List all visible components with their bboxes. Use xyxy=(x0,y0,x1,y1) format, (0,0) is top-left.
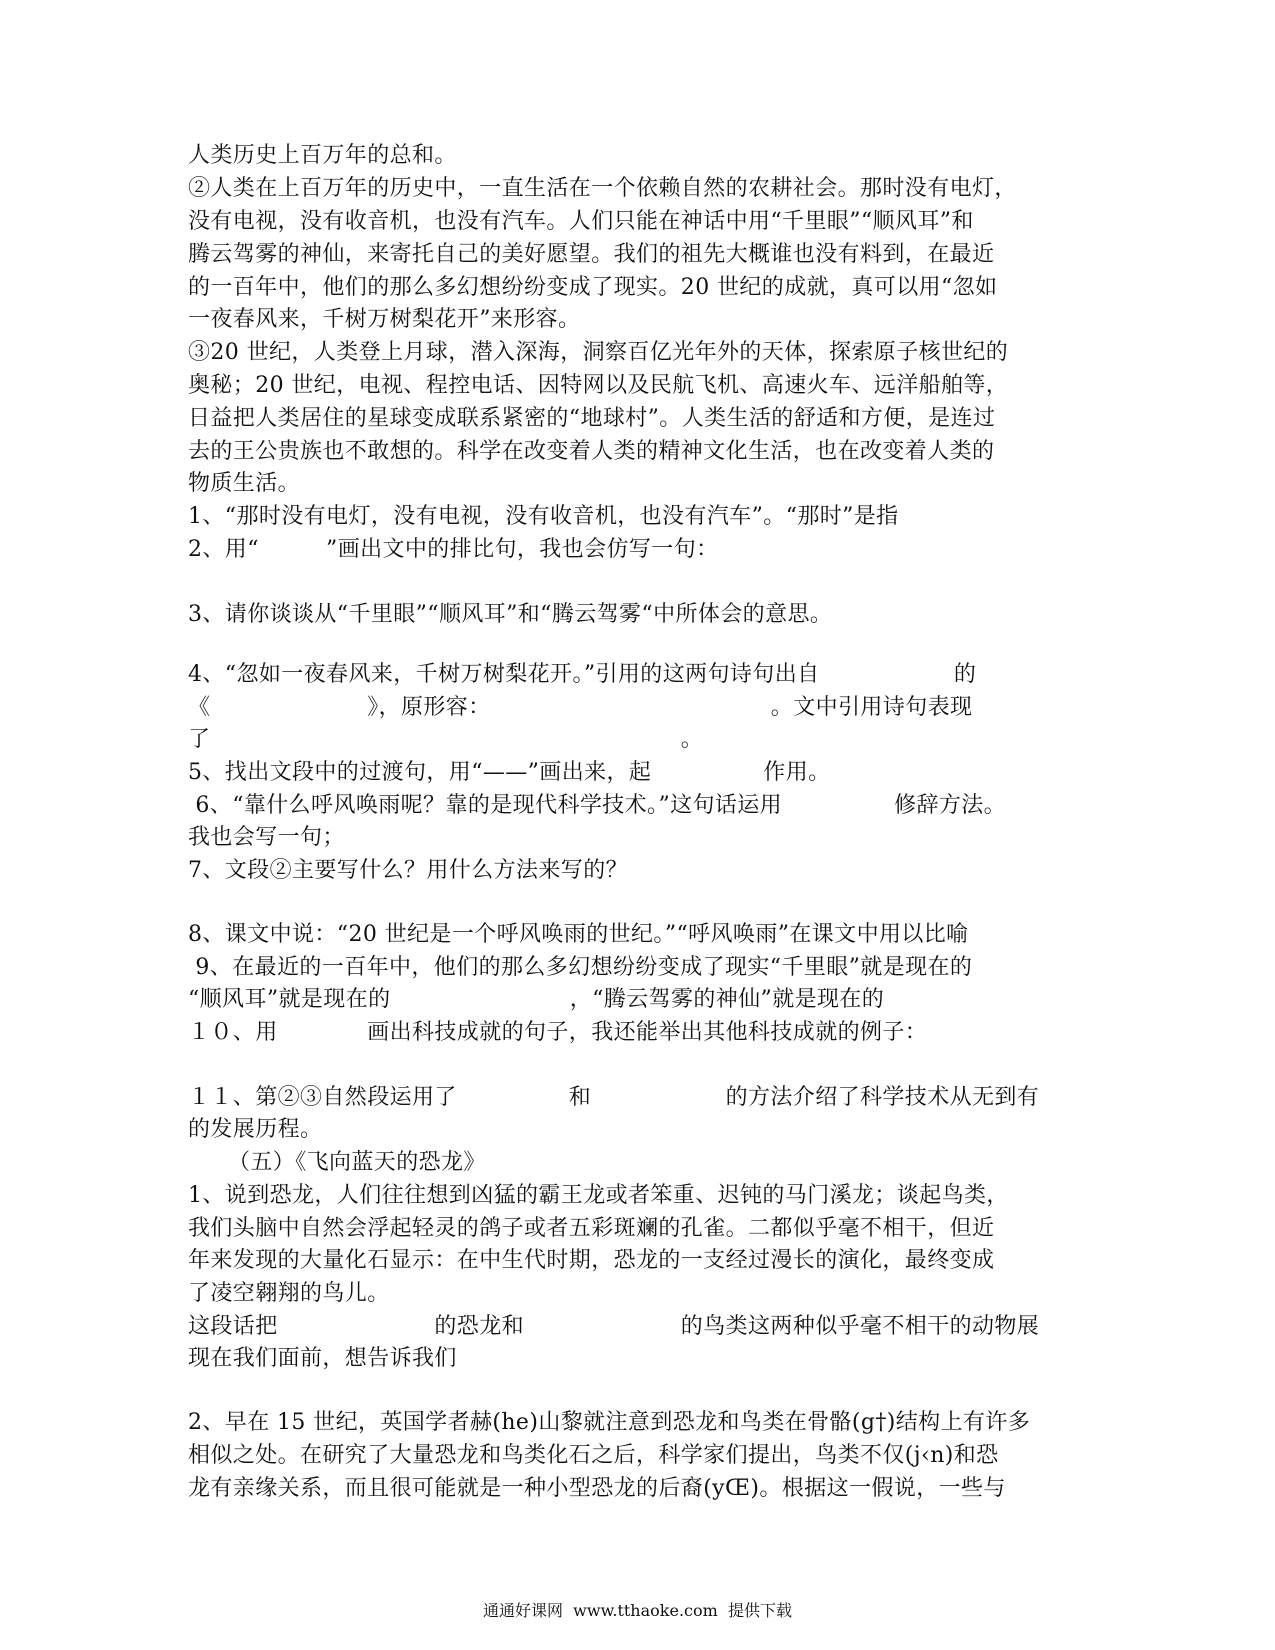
text-line: 我们头脑中自然会浮起轻灵的鸽子或者五彩斑斓的孔雀。二都似乎毫不相干，但近 xyxy=(188,1216,995,1241)
page-footer: 通通好课网 www.tthaoke.com 提供下载 xyxy=(483,1601,792,1620)
question-1: 1、“那时没有电灯，没有电视，没有收音机，也没有汽车”。“那时”是指 xyxy=(188,504,899,529)
text-line: 腾云驾雾的神仙，来寄托自己的美好愿望。我们的祖先大概谁也没有料到，在最近 xyxy=(188,242,995,267)
question-8: 8、课文中说：“20 世纪是一个呼风唤雨的世纪。”“呼风唤雨”在课文中用以比喻 xyxy=(188,922,969,947)
text-line: 一夜春风来，千树万树梨花开”来形容。 xyxy=(188,307,581,332)
question-7: 7、文段②主要写什么？用什么方法来写的？ xyxy=(188,858,628,883)
text-line: 日益把人类居住的星球变成联系紧密的“地球村”。人类生活的舒适和方便，是连过 xyxy=(188,406,996,431)
text-line: 去的王公贵族也不敢想的。科学在改变着人类的精神文化生活，也在改变着人类的 xyxy=(188,439,995,464)
question-9: 9、在最近的一百年中，他们的那么多幻想纷纷变成了现实“千里眼”就是现在的 xyxy=(188,955,973,980)
question-5: 5、找出文段中的过渡句，用“——”画出来，起 作用。 xyxy=(188,760,831,785)
text-line: 《 》，原形容： 。文中引用诗句表现 xyxy=(188,695,973,720)
text-line: 了 。 xyxy=(188,727,704,752)
text-line: 年来发现的大量化石显示：在中生代时期，恐龙的一支经过漫长的演化，最终变成 xyxy=(188,1248,995,1273)
text-line: “顺风耳”就是现在的 ，“腾云驾雾的神仙”就是现在的 xyxy=(188,987,885,1012)
text-line: 现在我们面前，想告诉我们 xyxy=(188,1346,457,1371)
section-heading: （五）《飞向蓝天的恐龙》 xyxy=(228,1150,486,1175)
question-6: 6、“靠什么呼风唤雨呢？靠的是现代科学技术。”这句话运用 修辞方法。 xyxy=(188,793,1007,818)
text-line: 没有电视，没有收音机，也没有汽车。人们只能在神话中用“千里眼”“顺风耳”和 xyxy=(188,209,974,234)
text-line: 的一百年中，他们的那么多幻想纷纷变成了现实。20 世纪的成就，真可以用“忽如 xyxy=(188,275,998,300)
question-3: 3、请你谈谈从“千里眼”“顺风耳”和“腾云驾雾“中所体会的意思。 xyxy=(188,602,833,627)
text-line: ③20 世纪，人类登上月球，潜入深海，洞察百亿光年外的天体，探索原子核世纪的 xyxy=(188,340,1009,365)
text-line: 了凌空翱翔的鸟儿。 xyxy=(188,1281,390,1306)
text-line: ②人类在上百万年的历史中，一直生活在一个依赖自然的农耕社会。那时没有电灯， xyxy=(188,176,1017,201)
text-line: 龙有亲缘关系，而且很可能就是一种小型恐龙的后裔(yŒ)。根据这一假说，一些与 xyxy=(188,1476,1006,1501)
text-line: 我也会写一句； xyxy=(188,825,345,850)
question-2: 2、用“ ”画出文中的排比句，我也会仿写一句： xyxy=(188,537,719,562)
question-11: １１、第②③自然段运用了 和 的方法介绍了科学技术从无到有 xyxy=(188,1085,1040,1110)
text-line: 2、早在 15 世纪，英国学者赫(he)山黎就注意到恐龙和鸟类在骨骼(g†)结构上有许多 xyxy=(188,1410,1031,1435)
text-line: 1、说到恐龙，人们往往想到凶猛的霸王龙或者笨重、迟钝的马门溪龙；谈起鸟类， xyxy=(188,1183,1009,1208)
text-line: 物质生活。 xyxy=(188,471,301,496)
text-line: 这段话把 的恐龙和 的鸟类这两种似乎毫不相干的动物展 xyxy=(188,1314,1040,1339)
question-10: １０、用 画出科技成就的句子，我还能举出其他科技成就的例子： xyxy=(188,1020,928,1045)
text-line: 人类历史上百万年的总和。 xyxy=(188,143,457,168)
text-line: 相似之处。在研究了大量恐龙和鸟类化石之后，科学家们提出，鸟类不仅(j‹n)和恐 xyxy=(188,1443,999,1468)
text-line: 的发展历程。 xyxy=(188,1117,323,1142)
text-line: 奥秘；20 世纪，电视、程控电话、因特网以及民航飞机、高速火车、远洋船舶等， xyxy=(188,373,1009,398)
question-4: 4、“忽如一夜春风来，千树万树梨花开。”引用的这两句诗句出自 的 xyxy=(188,662,977,687)
